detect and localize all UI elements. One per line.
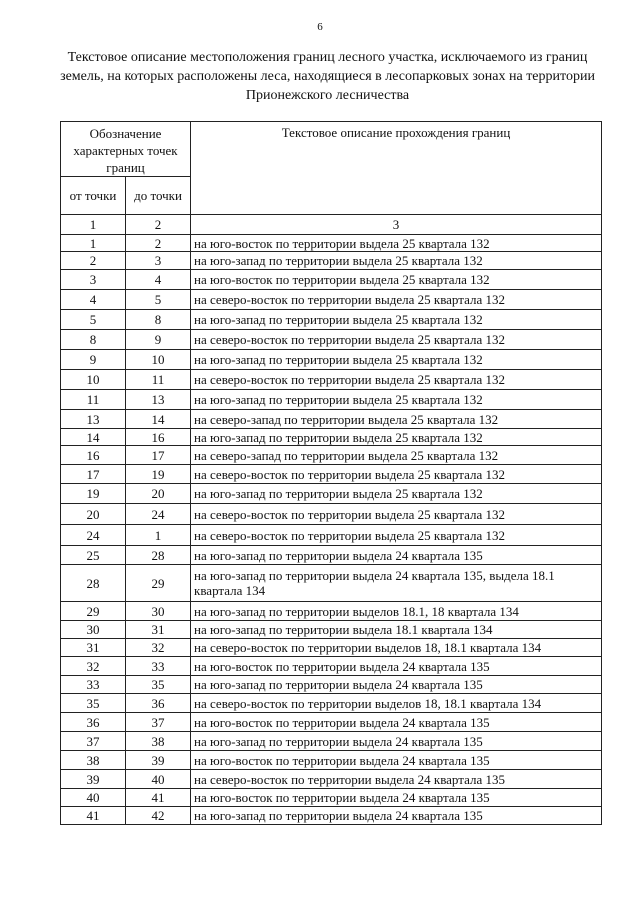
- page-number: 6: [317, 21, 323, 33]
- row-from-point: 10: [61, 370, 126, 390]
- table-row: [61, 290, 602, 310]
- row-description: на северо-восток по территории выдела 25 квартала 132: [191, 330, 602, 350]
- table-row: [61, 390, 602, 410]
- row-from-point: 24: [61, 525, 126, 546]
- table-row: [61, 330, 602, 350]
- table-row: [61, 525, 602, 546]
- row-to-point: 36: [126, 694, 191, 713]
- row-description: на юго-запад по территории выдела 24 квартала 135: [191, 732, 602, 751]
- row-description: на юго-запад по территории выдела 25 квартала 132: [191, 310, 602, 330]
- row-description: на северо-запад по территории выдела 25 квартала 132: [191, 410, 602, 429]
- row-to-point: 10: [126, 350, 191, 370]
- row-to-point: 29: [126, 565, 191, 602]
- row-from-point: 1: [61, 235, 126, 252]
- row-to-point: 17: [126, 446, 191, 465]
- row-description: на северо-восток по территории выдела 25 квартала 132: [191, 504, 602, 525]
- row-to-point: 30: [126, 602, 191, 621]
- row-description: на юго-запад по территории выдела 24 квартала 135: [191, 676, 602, 694]
- row-description: на юго-запад по территории выдела 25 квартала 132: [191, 350, 602, 370]
- table-row: [61, 732, 602, 751]
- row-description: на юго-восток по территории выдела 24 квартала 135: [191, 751, 602, 770]
- row-from-point: 19: [61, 484, 126, 504]
- table-row: [61, 310, 602, 330]
- header-from: от точки: [61, 177, 126, 215]
- table-row: [61, 484, 602, 504]
- row-from-point: 36: [61, 713, 126, 732]
- row-description: на юго-запад по территории выдела 25 квартала 132: [191, 390, 602, 410]
- row-to-point: 4: [126, 270, 191, 290]
- table-row: [61, 676, 602, 694]
- column-number: 1: [61, 215, 126, 235]
- row-from-point: 20: [61, 504, 126, 525]
- row-description: на северо-восток по территории выдела 25 квартала 132: [191, 370, 602, 390]
- row-from-point: 11: [61, 390, 126, 410]
- row-to-point: 39: [126, 751, 191, 770]
- row-to-point: 32: [126, 639, 191, 657]
- row-description: на юго-запад по территории выдела 24 квартала 135: [191, 807, 602, 825]
- row-from-point: 4: [61, 290, 126, 310]
- row-to-point: 42: [126, 807, 191, 825]
- row-from-point: 29: [61, 602, 126, 621]
- table-row: [61, 235, 602, 252]
- row-from-point: 40: [61, 789, 126, 807]
- table-row: [61, 565, 602, 602]
- row-from-point: 3: [61, 270, 126, 290]
- row-to-point: 16: [126, 429, 191, 446]
- row-to-point: 5: [126, 290, 191, 310]
- row-from-point: 16: [61, 446, 126, 465]
- table-row: [61, 429, 602, 446]
- row-description: на юго-запад по территории выдела 25 квартала 132: [191, 429, 602, 446]
- row-description: на северо-восток по территории выдела 25 квартала 132: [191, 465, 602, 484]
- row-from-point: 14: [61, 429, 126, 446]
- row-to-point: 3: [126, 252, 191, 270]
- boundary-table: [60, 121, 602, 825]
- row-from-point: 35: [61, 694, 126, 713]
- row-to-point: 19: [126, 465, 191, 484]
- table-row: [61, 694, 602, 713]
- row-to-point: 13: [126, 390, 191, 410]
- column-number: 3: [191, 215, 602, 235]
- row-from-point: 9: [61, 350, 126, 370]
- row-to-point: 35: [126, 676, 191, 694]
- row-from-point: 41: [61, 807, 126, 825]
- column-number: 2: [126, 215, 191, 235]
- row-from-point: 8: [61, 330, 126, 350]
- table-row: [61, 751, 602, 770]
- row-to-point: 1: [126, 525, 191, 546]
- row-description: на северо-восток по территории выделов 18, 18.1 квартала 134: [191, 694, 602, 713]
- table-row: [61, 770, 602, 789]
- row-from-point: 37: [61, 732, 126, 751]
- table-row: [61, 410, 602, 429]
- row-description: на юго-восток по территории выдела 25 квартала 132: [191, 270, 602, 290]
- row-from-point: 30: [61, 621, 126, 639]
- row-to-point: 11: [126, 370, 191, 390]
- row-description: на юго-запад по территории выделов 18.1, 18 квартала 134: [191, 602, 602, 621]
- row-description: на юго-запад по территории выдела 18.1 квартала 134: [191, 621, 602, 639]
- row-from-point: 39: [61, 770, 126, 789]
- header-row: [61, 122, 602, 177]
- row-to-point: 38: [126, 732, 191, 751]
- row-description: на юго-восток по территории выдела 25 квартала 132: [191, 235, 602, 252]
- row-to-point: 8: [126, 310, 191, 330]
- row-from-point: 2: [61, 252, 126, 270]
- table-row: [61, 789, 602, 807]
- table-row: [61, 621, 602, 639]
- row-to-point: 41: [126, 789, 191, 807]
- row-description: на юго-запад по территории выдела 25 квартала 132: [191, 252, 602, 270]
- column-number-row: [61, 215, 602, 235]
- row-from-point: 28: [61, 565, 126, 602]
- row-from-point: 33: [61, 676, 126, 694]
- row-description: на юго-запад по территории выдела 24 квартала 135: [191, 546, 602, 565]
- document-title: Текстовое описание местоположения границ лесного участка, исключаемого из границ земель, на которых расположены леса, находящиеся в лесопарковых зонах на территории Прионежского лесничества: [60, 50, 595, 103]
- row-description: на северо-восток по территории выдела 25 квартала 132: [191, 525, 602, 546]
- table-row: [61, 602, 602, 621]
- row-to-point: 37: [126, 713, 191, 732]
- row-from-point: 17: [61, 465, 126, 484]
- row-to-point: 2: [126, 235, 191, 252]
- row-to-point: 31: [126, 621, 191, 639]
- row-description: на северо-восток по территории выдела 25 квартала 132: [191, 290, 602, 310]
- row-description: на северо-восток по территории выдела 24 квартала 135: [191, 770, 602, 789]
- row-from-point: 38: [61, 751, 126, 770]
- row-to-point: 14: [126, 410, 191, 429]
- header-description: Текстовое описание прохождения границ: [191, 122, 602, 215]
- row-to-point: 40: [126, 770, 191, 789]
- table-row: [61, 807, 602, 825]
- row-description: на юго-восток по территории выдела 24 квартала 135: [191, 789, 602, 807]
- table-row: [61, 252, 602, 270]
- header-designation: Обозначение характерных точек границ: [61, 122, 191, 177]
- table-row: [61, 465, 602, 484]
- header-to: до точки: [126, 177, 191, 215]
- table-row: [61, 657, 602, 676]
- table-row: [61, 446, 602, 465]
- row-to-point: 28: [126, 546, 191, 565]
- row-from-point: 25: [61, 546, 126, 565]
- table-row: [61, 504, 602, 525]
- row-to-point: 33: [126, 657, 191, 676]
- row-description: на юго-восток по территории выдела 24 квартала 135: [191, 657, 602, 676]
- row-description: на юго-восток по территории выдела 24 квартала 135: [191, 713, 602, 732]
- table-row: [61, 639, 602, 657]
- row-from-point: 32: [61, 657, 126, 676]
- row-from-point: 5: [61, 310, 126, 330]
- table-row: [61, 270, 602, 290]
- row-description: на северо-запад по территории выдела 25 квартала 132: [191, 446, 602, 465]
- row-from-point: 31: [61, 639, 126, 657]
- table-row: [61, 713, 602, 732]
- row-from-point: 13: [61, 410, 126, 429]
- table-row: [61, 546, 602, 565]
- row-description: на юго-запад по территории выдела 24 квартала 135, выдела 18.1 квартала 134: [191, 565, 602, 602]
- row-to-point: 20: [126, 484, 191, 504]
- table-row: [61, 370, 602, 390]
- row-to-point: 24: [126, 504, 191, 525]
- row-to-point: 9: [126, 330, 191, 350]
- row-description: на северо-восток по территории выделов 18, 18.1 квартала 134: [191, 639, 602, 657]
- table-row: [61, 350, 602, 370]
- row-description: на юго-запад по территории выдела 25 квартала 132: [191, 484, 602, 504]
